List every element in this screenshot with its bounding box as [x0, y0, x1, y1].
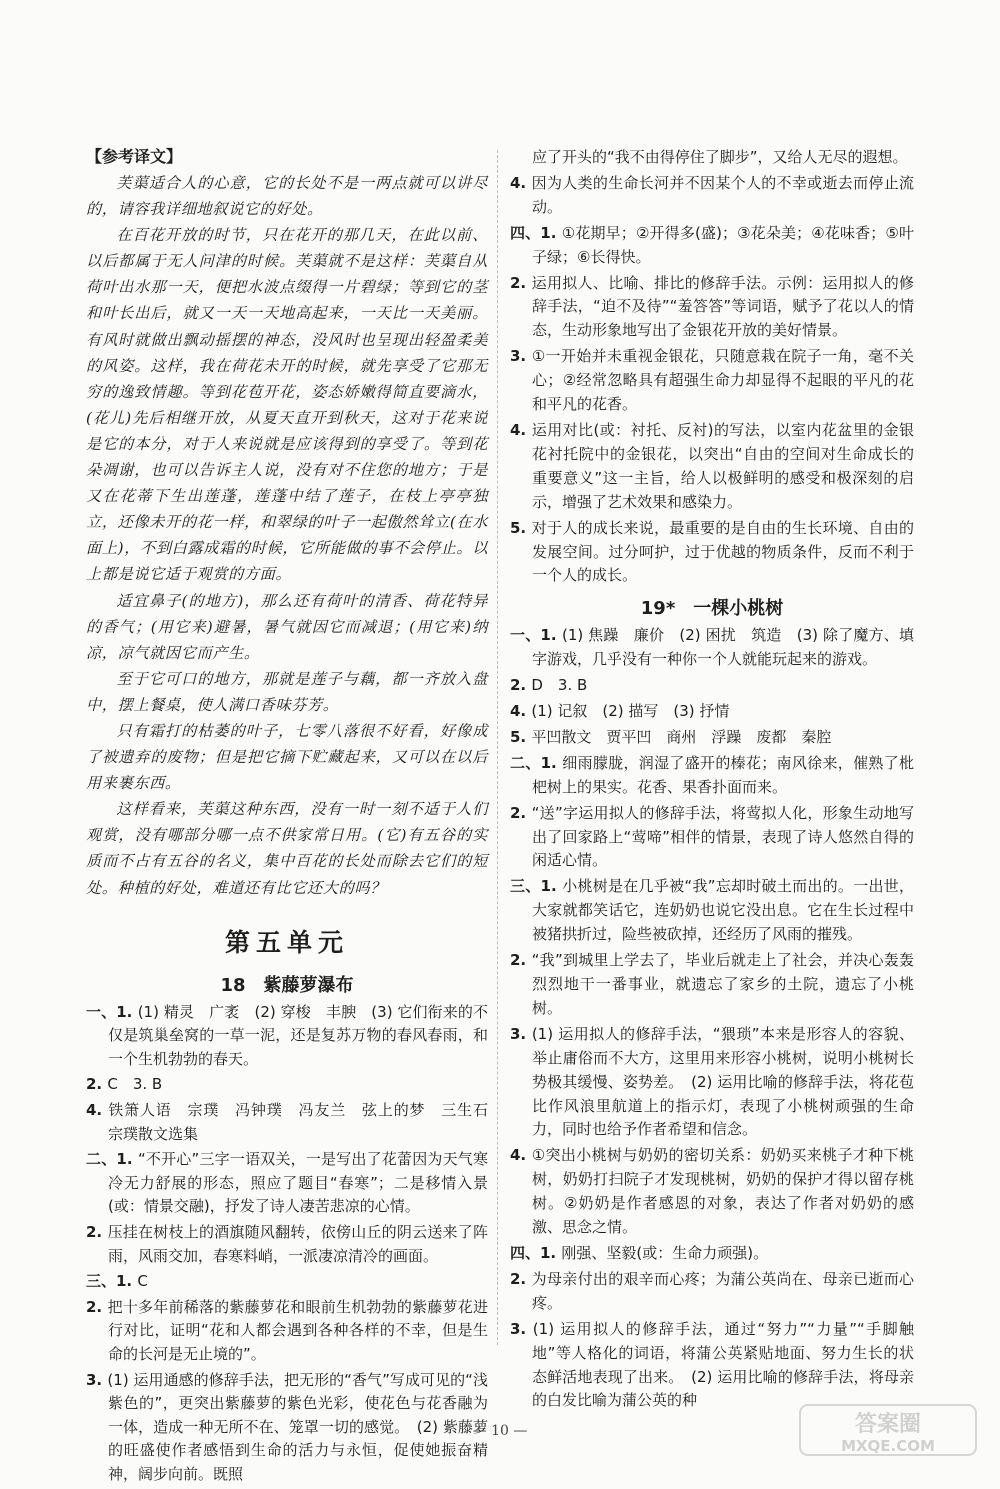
answer-number: 5.: [510, 518, 532, 537]
translation-paragraph: 适宜鼻子(的地方)，那么还有荷叶的清香、荷花特异的香气；(用它来)避暑，暑气就因它而减退；(用它来)纳凉，凉气就因它而产生。: [86, 591, 488, 662]
answer-number: 2.: [510, 951, 532, 970]
answer-item: [510, 949, 914, 1021]
answer-text: C 3. B: [107, 1075, 163, 1094]
watermark-url: MXQE.COM: [841, 1437, 935, 1455]
reference-translation-label: 【参考译文】: [86, 147, 183, 166]
answer-text: 应了开头的“我不由得停住了脚步”，又给人无尽的遐想。: [532, 148, 908, 166]
right-column: [510, 146, 914, 1415]
watermark-logo-text: 答案圈: [854, 1412, 922, 1437]
answer-text: ①突出小桃树与奶奶的密切关系：奶奶买来桃子才种下桃树，奶奶打扫院子才发现桃树，奶奶的保护才得以留存桃树。②奶奶是作者感恩的对象，表达了作者对奶奶的感激、思念之情。: [531, 1146, 915, 1237]
answer-number: 三、1.: [86, 1272, 138, 1291]
answer-item: [510, 624, 914, 672]
answer-item: [510, 1242, 914, 1266]
answer-number: 3.: [510, 1319, 533, 1338]
answer-item: [86, 1099, 504, 1146]
answer-item: [510, 1144, 914, 1240]
answer-number: 2.: [86, 1297, 108, 1316]
translation-paragraph: 在百花开放的时节，只在花开的那几天，在此以前、以后都属于无人问津的时候。芙蕖就不是这样：芙蕖自从荷叶出水那一天，便把水波点缀得一片碧绿；等到它的茎和叶长出后，就又一天一天地高起来，一天比一天美丽。有风时就做出飘动摇摆的神态，没风时也呈现出轻盈柔美的风姿。这样，我在荷花未开的时候，就先享受了它那无穷的逸致情趣。等到花苞开花，姿态娇嫩得简直要滴水，(花儿)先后相继开放，从夏天直开到秋天，这对于花来说是它的本分，对于人来说就是应该得到的享受了。等到花朵凋谢，也可以告诉主人说，没有对不住您的地方；于是又在花蒂下生出莲蓬，莲蓬中结了莲子，在枝上亭亭独立，还像未开的花一样，和翠绿的叶子一起傲然耸立(在水面上)，不到白露成霜的时候，它所能做的事不会停止。以上都是说它适于观赏的方面。: [86, 226, 488, 584]
answer-item: [86, 1073, 488, 1097]
answer-number: 4.: [510, 420, 532, 439]
translation-paragraph: 只有霜打的枯萎的叶子，七零八落很不好看，好像成了被遗弃的废物；但是把它摘下贮藏起来，又可以在以后用来裹东西。: [86, 721, 488, 793]
answer-item: [510, 700, 914, 724]
answer-text: 运用拟人、比喻、排比的修辞手法。示例：运用拟人的修辞手法，“迫不及待”“羞答答”等词语，赋予了花以人的情态，生动形象地写出了金银花开放的美好情景。: [531, 273, 914, 340]
unit-title: 第五单元: [224, 927, 349, 957]
answer-number: 2.: [510, 803, 532, 822]
answer-text: 压挂在树枝上的酒旗随风翻转，依傍山丘的阴云送来了阵雨，风雨交加，春寒料峭，一派凄凉清冷的画面。: [107, 1222, 488, 1265]
translation-text: [86, 170, 488, 901]
answer-number: 三、1.: [510, 877, 563, 896]
answer-number: 二、1.: [510, 753, 563, 772]
answer-text: 为母亲付出的艰辛而心疼；为蒲公英尚在、母亲已逝而心疼。: [531, 1269, 914, 1312]
answer-number: 3.: [510, 1024, 532, 1043]
translation-paragraph: 芙蕖适合人的心意，它的长处不是一两点就可以讲尽的，请容我详细地叙说它的好处。: [86, 174, 488, 219]
answer-text: D 3. B: [531, 676, 588, 695]
answer-number: 2.: [510, 1269, 532, 1288]
translation-paragraph: 这样看来，芙蕖这种东西，没有一时一刻不适于人们观赏，没有哪部分哪一点不供家常日用。(它)有五谷的实质而不占有五谷的名义，集中百花的长处而除去它们的短处。种植的好处，难道还有比它还大的吗？: [86, 800, 488, 897]
answer-item: [510, 726, 914, 750]
lesson-title-18: 18 紫藤萝瀑布: [220, 974, 354, 996]
answer-number: 3.: [86, 1370, 108, 1389]
answer-text: “不开心”三字一语双关，一是写出了花蕾因为天气寒冷无力舒展的形态，照应了题目“春寒”；二是移情入景(或：情景交融)，抒发了诗人凄苦悲凉的心情。: [108, 1150, 489, 1216]
answer-text: 小桃树是在几乎被“我”忘却时破土而出的。一出世，大家就都笑话它，连奶奶也说它没出息。它在生长过程中被猪拱折过，险些被砍掉，还经历了风雨的摧残。: [532, 877, 915, 944]
answer-item: [86, 1270, 488, 1294]
answer-text: 刚强、坚毅(或：生命力顽强)。: [561, 1243, 769, 1262]
answer-item: [510, 1318, 914, 1414]
answer-number: 四、1.: [510, 1243, 562, 1262]
answer-item: [510, 345, 914, 417]
answer-number: 2.: [86, 1075, 108, 1094]
answer-text: 因为人类的生命长河并不因某个人的不幸或逝去而停止流动。: [531, 173, 914, 216]
answer-text: 对于人的成长来说，最重要的是自由的生长环境、自由的发展空间。过分呵护，过于优越的物质条件，反而不利于一个人的成长。: [531, 518, 914, 585]
answer-text: 把十多年前稀落的紫藤萝花和眼前生机勃勃的紫藤萝花进行对比，证明“花和人都会遇到各种各样的不幸，但是生命的长河是无止境的”。: [107, 1297, 488, 1363]
answer-number: 4.: [86, 1101, 109, 1119]
watermark-logo-icon: [798, 1401, 978, 1459]
answer-number: 2.: [510, 676, 532, 695]
answer-item: [86, 1296, 488, 1367]
answer-text: (1) 焦躁 廉价 (2) 困扰 筑造 (3) 除了魔方、填字游戏，几乎没有一种你一个人就能玩起来的游戏。: [532, 626, 914, 669]
answer-text: ①一开始并未重视金银花，只随意栽在院子一角，毫不关心；②经常忽略具有超强生命力却显得不起眼的平凡的花和平凡的花香。: [531, 347, 915, 414]
answer-text: (1) 记叙 (2) 描写 (3) 抒情: [531, 702, 730, 721]
answer-text: (1) 精灵 广袤 (2) 穿梭 丰腴 (3) 它们衔来的不仅是筑巢垒窝的一草一泥，还是复苏万物的春风春雨，和一个生机勃勃的春天。: [108, 1002, 488, 1068]
answer-text: (1) 运用拟人的修辞手法，“猥琐”本来是形容人的容貌、举止庸俗而不大方，这里用来形容小桃树，说明小桃树长势极其缓慢、姿势差。 (2) 运用比喻的修辞手法，将花苞比作风浪里航道上的指示灯，表现了小桃树顽强的生命力，同时也给予作者希望和信念。: [531, 1024, 915, 1139]
answer-number: 2.: [510, 273, 532, 292]
answer-number: 4.: [510, 1146, 532, 1165]
answer-number: 5.: [510, 727, 532, 746]
answer-number: 四、1.: [510, 223, 562, 242]
answer-item: [510, 419, 914, 515]
answer-text: “送”字运用拟人的修辞手法，将莺拟人化，形象生动地写出了回家路上“莺啼”相伴的情景，表现了诗人悠然自得的闲适心情。: [531, 803, 915, 870]
answer-item: [510, 752, 914, 800]
answer-item: [510, 1268, 914, 1316]
answer-number: 2.: [86, 1222, 108, 1241]
answer-number: 一、1.: [510, 626, 562, 645]
answer-item: [510, 222, 914, 270]
answer-item: [510, 802, 914, 874]
lesson-title-19: 19* 一棵小桃树: [640, 598, 784, 620]
answer-item: [510, 146, 914, 170]
answer-list-right-a: [510, 146, 914, 588]
answer-text: 铁箫人语 宗璞 冯钟璞 冯友兰 弦上的梦 三生石 宗璞散文选集: [108, 1101, 504, 1143]
translation-paragraph: 至于它可口的地方，那就是莲子与藕，都一齐放入盘中，摆上餐桌，使人满口香味芬芳。: [86, 669, 488, 714]
answer-text: (1) 运用通感的修辞手法，把无形的“香气”写成可见的“浅紫色的”，更突出紫藤萝的紫色光彩，使花色与花香融为一体，造成一种无所不在、笼罩一切的感觉。 (2) 紫藤萝的旺盛使作者感悟到生命的活力与永恒，促使她振奋精神，阔步向前。既照: [107, 1370, 488, 1483]
answer-number: 4.: [510, 702, 532, 721]
answer-text: ①花期早；②开得多(盛)；③花朵美；④花味香；⑤叶子绿；⑥长得快。: [532, 223, 915, 266]
answer-item: [510, 172, 914, 220]
answer-item: [86, 1001, 488, 1072]
answer-item: [510, 1023, 914, 1143]
answer-text: C: [137, 1272, 148, 1291]
answer-item: [510, 272, 914, 344]
answer-item: [86, 1221, 488, 1268]
answer-number: 4.: [510, 173, 532, 192]
answer-text: 运用对比(或：衬托、反衬)的写法，以室内花盆里的金银花衬托院中的金银花，以突出“自由的空间对生命成长的重要意义”这一主旨，给人以极鲜明的感受和极深刻的启示，增强了艺术效果和感染力。: [531, 420, 914, 511]
answer-item: [86, 1148, 488, 1219]
page-number: — 10 —: [472, 1423, 528, 1439]
answer-item: [510, 674, 914, 698]
answer-list-right-b: [510, 624, 914, 1413]
answer-item: [510, 875, 914, 947]
answer-text: (1) 运用拟人的修辞手法，通过“努力”“力量”“手脚触地”等人格化的词语，将蒲公英紧贴地面、努力生长的状态鲜活地表现了出来。 (2) 运用比喻的修辞手法，将母亲的白发比喻为蒲公英的种: [532, 1319, 915, 1410]
answer-text: 细雨朦胧，润湿了盛开的榛花；南风徐来，催熟了枇杷树上的果实。花香、果香扑面而来。: [532, 753, 914, 796]
answer-number: 一、1.: [86, 1002, 138, 1021]
answer-text: “我”到城里上学去了，毕业后就走上了社会，并决心轰轰烈烈地干一番事业，就遗忘了家乡的土院，遗忘了小桃树。: [531, 951, 915, 1017]
answer-number: 3.: [510, 347, 532, 366]
column-divider: [497, 150, 498, 1345]
answer-number: 二、1.: [86, 1150, 138, 1169]
answer-text: 平凹散文 贾平凹 商州 浮躁 废都 秦腔: [531, 727, 832, 746]
answer-item: [510, 517, 914, 589]
